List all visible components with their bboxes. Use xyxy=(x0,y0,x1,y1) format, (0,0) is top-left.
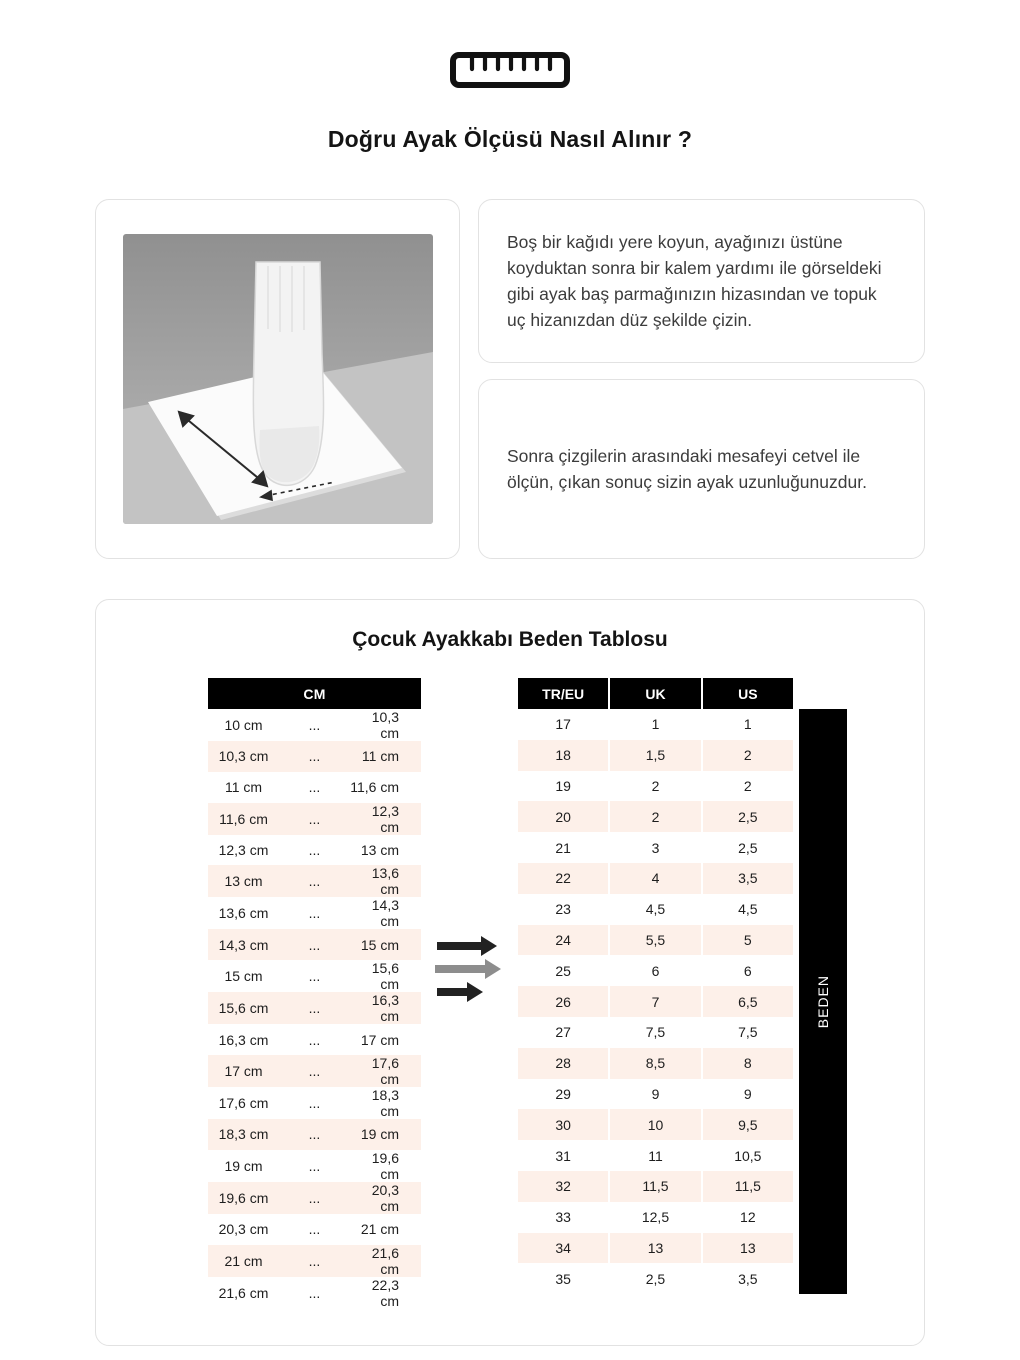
size-table-row xyxy=(518,955,793,986)
cm-cell: ... xyxy=(308,1031,321,1048)
instruction-card-1 xyxy=(478,199,925,363)
size-cell: 4,5 xyxy=(645,901,666,918)
size-table-row xyxy=(518,1233,793,1264)
size-cell: 4,5 xyxy=(738,901,758,918)
cm-cell: 13,6 cm xyxy=(218,905,269,922)
size-cell: 2 xyxy=(651,777,660,794)
size-cell: 2 xyxy=(703,740,793,771)
cm-cell: 18,3 cm xyxy=(371,1086,399,1119)
cm-cell: ... xyxy=(279,1182,350,1214)
size-table-row xyxy=(518,1202,793,1233)
size-cell: 22 xyxy=(518,863,608,894)
cm-table-row xyxy=(208,709,421,741)
cm-cell: 17 cm xyxy=(360,1031,399,1048)
size-table-row xyxy=(518,801,793,832)
arrows-right-icon xyxy=(435,933,503,1005)
cm-cell: 21,6 cm xyxy=(350,1245,421,1277)
cm-cell: 12,3 cm xyxy=(218,841,269,858)
size-table-row xyxy=(518,771,793,802)
size-conversion-table xyxy=(516,678,795,1294)
size-cell: 7,5 xyxy=(645,1024,666,1041)
size-cell: 3 xyxy=(651,839,660,856)
size-cell: 9,5 xyxy=(703,1109,793,1140)
size-table-card xyxy=(95,599,925,1346)
size-cell: 6,5 xyxy=(703,986,793,1017)
size-cell: 13 xyxy=(703,1233,793,1264)
cm-cell: 22,3 cm xyxy=(371,1276,399,1309)
cm-table-row xyxy=(208,1214,421,1245)
cm-table-head xyxy=(208,678,421,709)
size-table-row xyxy=(518,863,793,894)
cm-table-row xyxy=(208,929,421,960)
cm-cell: ... xyxy=(308,1221,321,1238)
cm-cell: 20,3 cm xyxy=(218,1221,269,1238)
cm-cell: ... xyxy=(308,1094,321,1111)
size-cell: 12,5 xyxy=(641,1209,670,1226)
cm-cell: 15 cm xyxy=(350,929,421,960)
cm-cell: 18,3 cm xyxy=(208,1119,279,1150)
size-cell: 26 xyxy=(518,986,608,1017)
cm-table-row xyxy=(208,835,421,866)
cm-cell: ... xyxy=(279,992,350,1024)
cm-cell: ... xyxy=(279,1119,350,1150)
size-cell: 8 xyxy=(703,1048,793,1079)
cm-cell: 13 cm xyxy=(360,841,399,858)
cm-cell: 10 cm xyxy=(224,717,263,733)
cm-cell: ... xyxy=(279,803,350,835)
page-title: Doğru Ayak Ölçüsü Nasıl Alınır ? xyxy=(327,126,693,152)
cm-table-row xyxy=(208,1182,421,1214)
size-cell: 29 xyxy=(555,1085,571,1102)
cm-cell: 21 cm xyxy=(208,1245,279,1277)
cm-cell: 19,6 cm xyxy=(208,1182,279,1214)
cm-table-row xyxy=(208,1024,421,1055)
cm-cell: 15,6 cm xyxy=(208,992,279,1024)
ruler-icon xyxy=(449,50,571,90)
size-cell: 2,5 xyxy=(703,801,793,832)
size-cell: 18 xyxy=(518,740,608,771)
cm-cell: 13 cm xyxy=(208,865,279,897)
size-cell: 11,5 xyxy=(610,1171,700,1202)
size-cell: 35 xyxy=(555,1270,571,1287)
size-table-row xyxy=(518,1079,793,1110)
size-cell: 2 xyxy=(743,777,752,794)
instructions-column xyxy=(478,199,925,559)
size-cell: 17 xyxy=(555,716,571,733)
cm-cell: ... xyxy=(308,717,321,733)
size-table-row xyxy=(518,894,793,925)
size-cell: 31 xyxy=(555,1147,571,1164)
cm-cell: ... xyxy=(279,929,350,960)
cm-table-row xyxy=(208,772,421,803)
size-cell: 30 xyxy=(518,1109,608,1140)
size-table-body xyxy=(518,709,793,1294)
size-cell: 1 xyxy=(743,716,752,733)
cm-cell: 21 cm xyxy=(360,1221,399,1238)
cm-cell: 17 cm xyxy=(208,1055,279,1087)
size-header-treu: TR/EU xyxy=(518,678,608,709)
size-cell: 28 xyxy=(518,1048,608,1079)
how-to-section xyxy=(95,199,925,559)
size-cell: 6 xyxy=(743,962,752,979)
size-table-row xyxy=(518,709,793,740)
size-table-row xyxy=(518,1109,793,1140)
size-cell: 1,5 xyxy=(610,740,700,771)
cm-table-row xyxy=(208,1150,421,1182)
cm-table-row xyxy=(208,1119,421,1150)
size-cell: 4 xyxy=(610,863,700,894)
instruction-text-2: Sonra çizgilerin arasındaki mesafeyi cetvel ile ölçün, çıkan sonuç sizin ayak uzunluğunuzdur. xyxy=(507,445,867,492)
cm-cell: 14,3 cm xyxy=(371,897,399,930)
size-cell: 20 xyxy=(518,801,608,832)
cm-table xyxy=(208,678,421,1309)
size-cell: 24 xyxy=(518,925,608,956)
cm-table-row xyxy=(208,1277,421,1309)
cm-cell: 10,3 cm xyxy=(208,741,279,772)
cm-table-row xyxy=(208,897,421,929)
size-cell: 1 xyxy=(651,716,660,733)
size-cell: 7,5 xyxy=(738,1024,758,1041)
cm-cell: ... xyxy=(308,1284,321,1301)
cm-cell: 11 cm xyxy=(224,779,263,796)
cm-cell: ... xyxy=(279,1055,350,1087)
cm-cell: ... xyxy=(279,741,350,772)
cm-cell: 11 cm xyxy=(350,741,421,772)
size-cell: 19 xyxy=(555,777,571,794)
size-cell: 3,5 xyxy=(738,1270,758,1287)
size-cell: 7 xyxy=(610,986,700,1017)
size-cell: 2,5 xyxy=(738,839,758,856)
size-table-row xyxy=(518,740,793,771)
size-cell: 27 xyxy=(555,1024,571,1041)
sock-foot xyxy=(253,262,323,485)
cm-cell: ... xyxy=(279,865,350,897)
instruction-card-2 xyxy=(478,379,925,559)
instruction-text-1: Boş bir kağıdı yere koyun, ayağınızı üstüne koyduktan sonra bir kalem yardımı ile görseldeki gibi ayak baş parmağınızın hizasından ve topuk uç hizanızdan düz şekilde çizin. xyxy=(507,231,882,331)
cm-table-row xyxy=(208,803,421,835)
cm-cell: ... xyxy=(308,968,321,985)
cm-table-row xyxy=(208,1245,421,1277)
size-cell: 21 xyxy=(555,839,571,856)
size-cell: 11,5 xyxy=(703,1171,793,1202)
measurement-photo-card xyxy=(95,199,460,559)
cm-cell: ... xyxy=(308,779,321,796)
size-table-row xyxy=(518,1017,793,1048)
tables-row xyxy=(96,678,924,1309)
size-table-head xyxy=(518,678,793,709)
size-cell: 12 xyxy=(740,1209,756,1226)
cm-cell: 21,6 cm xyxy=(218,1284,269,1301)
cm-cell: 19 cm xyxy=(350,1119,421,1150)
cm-cell: 11,6 cm xyxy=(350,779,399,796)
size-table-row xyxy=(518,925,793,956)
size-table-row xyxy=(518,832,793,863)
cm-cell: 16,3 cm xyxy=(218,1031,269,1048)
cm-cell: ... xyxy=(279,1245,350,1277)
size-cell: 25 xyxy=(555,962,571,979)
cm-cell: 19,6 cm xyxy=(371,1149,399,1182)
cm-cell: 10,3 cm xyxy=(371,709,399,741)
beden-label: BEDEN xyxy=(815,974,831,1029)
cm-cell: 16,3 cm xyxy=(350,992,421,1024)
size-table-row xyxy=(518,986,793,1017)
cm-cell: 15 cm xyxy=(224,968,263,985)
cm-table-body xyxy=(208,709,421,1309)
cm-cell: 17,6 cm xyxy=(218,1094,269,1111)
size-cell: 3,5 xyxy=(703,863,793,894)
beden-bar xyxy=(799,709,847,1294)
cm-table-row xyxy=(208,992,421,1024)
cm-cell: 15,6 cm xyxy=(371,960,399,993)
size-cell: 9 xyxy=(651,1085,660,1102)
cm-header: CM xyxy=(208,678,421,709)
size-table-row xyxy=(518,1171,793,1202)
size-table-row xyxy=(518,1140,793,1171)
size-cell: 2,5 xyxy=(645,1270,666,1287)
size-table-row xyxy=(518,1263,793,1294)
size-cell: 34 xyxy=(518,1233,608,1264)
size-cell: 10 xyxy=(610,1109,700,1140)
size-cell: 33 xyxy=(555,1209,571,1226)
cm-cell: ... xyxy=(308,905,321,922)
size-cell: 2 xyxy=(610,801,700,832)
size-cell: 23 xyxy=(555,901,571,918)
cm-cell: 12,3 cm xyxy=(350,803,421,835)
cm-cell: 14,3 cm xyxy=(208,929,279,960)
size-cell: 8,5 xyxy=(610,1048,700,1079)
size-header-uk: UK xyxy=(610,678,700,709)
cm-cell: 20,3 cm xyxy=(350,1182,421,1214)
size-cell: 10,5 xyxy=(734,1147,762,1164)
size-cell: 5,5 xyxy=(610,925,700,956)
size-header-us: US xyxy=(703,678,793,709)
ruler-icon-wrap xyxy=(0,0,1020,90)
cm-table-row xyxy=(208,865,421,897)
cm-cell: 11,6 cm xyxy=(208,803,279,835)
size-table-title: Çocuk Ayakkabı Beden Tablosu xyxy=(352,628,668,651)
size-cell: 6 xyxy=(651,962,660,979)
cm-cell: 13,6 cm xyxy=(350,865,421,897)
foot-measurement-photo xyxy=(123,234,433,524)
size-cell: 9 xyxy=(743,1085,752,1102)
size-table-row xyxy=(518,1048,793,1079)
arrows-box xyxy=(421,933,516,1005)
cm-cell: 17,6 cm xyxy=(350,1055,421,1087)
cm-cell: 19 cm xyxy=(224,1157,263,1174)
cm-table-row xyxy=(208,960,421,992)
cm-table-row xyxy=(208,1055,421,1087)
cm-cell: ... xyxy=(308,1157,321,1174)
size-cell: 32 xyxy=(518,1171,608,1202)
size-cell: 13 xyxy=(610,1233,700,1264)
cm-table-row xyxy=(208,741,421,772)
cm-cell: ... xyxy=(308,841,321,858)
size-cell: 5 xyxy=(703,925,793,956)
size-cell: 11 xyxy=(648,1147,663,1164)
cm-table-row xyxy=(208,1087,421,1119)
